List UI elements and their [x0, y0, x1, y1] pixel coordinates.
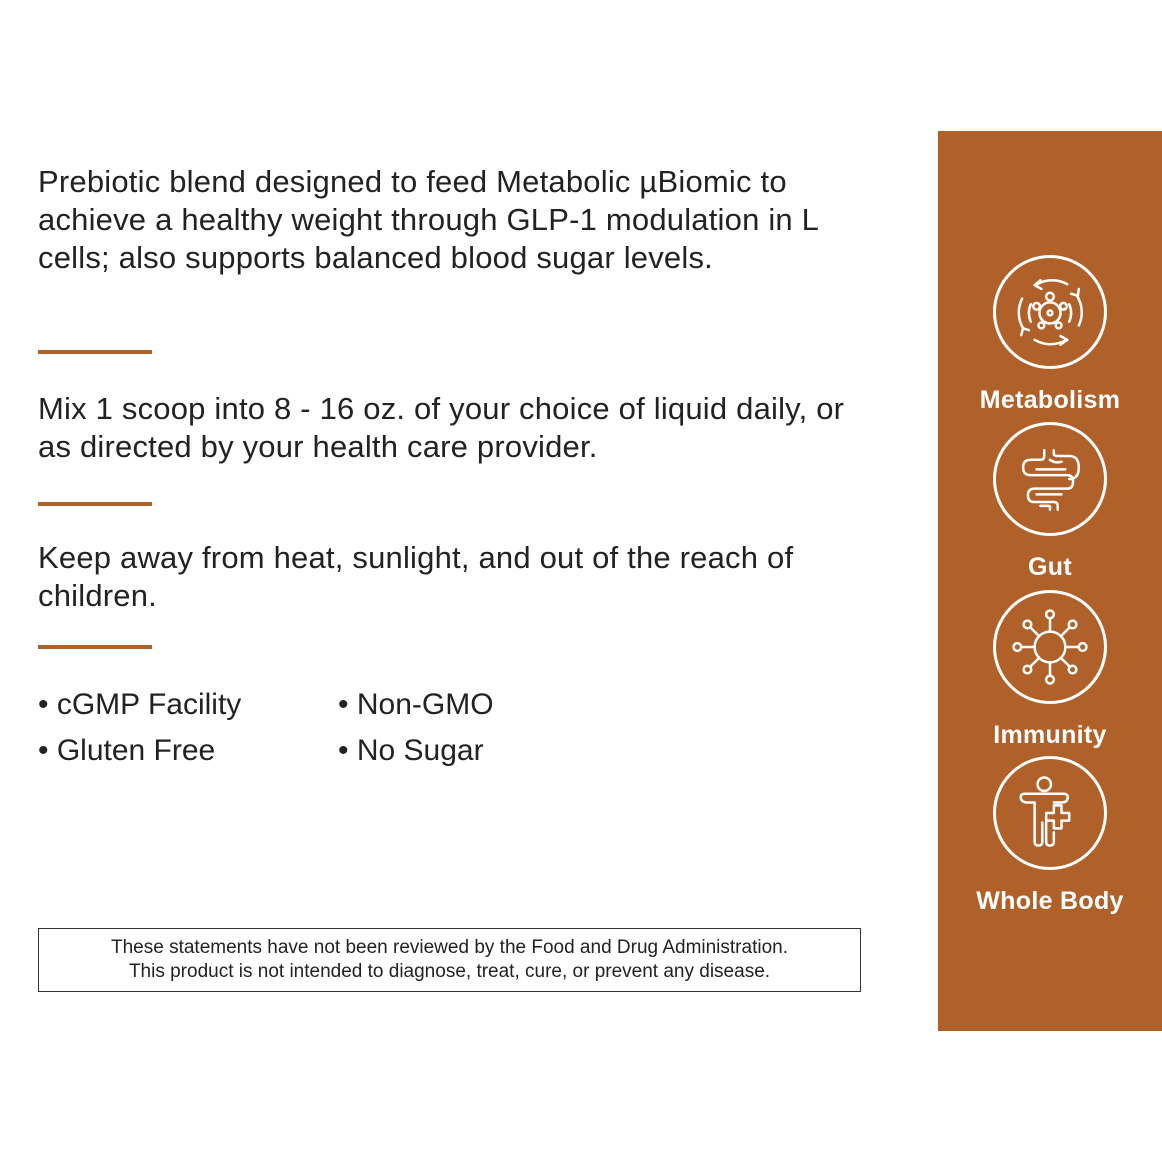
whole-body-icon	[1002, 765, 1098, 861]
benefit-label: Immunity	[993, 721, 1107, 749]
metabolism-icon	[1002, 264, 1098, 360]
feature-item: • cGMP Facility	[38, 688, 242, 721]
benefit-immunity	[938, 590, 1162, 750]
disclaimer-line: This product is not intended to diagnose, treat, cure, or prevent any disease.	[128, 961, 771, 982]
gut-icon	[1002, 431, 1098, 527]
icon-circle	[993, 756, 1107, 870]
icon-circle	[993, 590, 1107, 704]
icon-circle	[993, 422, 1107, 536]
benefit-label: Whole Body	[976, 887, 1124, 915]
storage-text: Keep away from heat, sunlight, and out of the reach of children.	[38, 540, 794, 613]
benefit-label: Gut	[1028, 553, 1072, 581]
divider	[38, 645, 152, 649]
benefits-panel	[938, 131, 1162, 1031]
directions-text: Mix 1 scoop into 8 - 16 oz. of your choice of liquid daily, or as directed by your health care provider.	[38, 391, 845, 464]
product-description: Prebiotic blend designed to feed Metabolic µBiomic to achieve a healthy weight through GLP-1 modulation in L cells; also supports balanced blood sugar levels.	[38, 164, 818, 275]
benefit-metabolism	[938, 255, 1162, 415]
benefit-gut	[938, 422, 1162, 582]
divider	[38, 350, 152, 354]
disclaimer-line: These statements have not been reviewed by the Food and Drug Administration.	[110, 937, 788, 958]
feature-item: • Gluten Free	[38, 734, 216, 767]
feature-list	[38, 686, 598, 770]
divider	[38, 502, 152, 506]
benefit-whole-body	[938, 756, 1162, 916]
feature-item: • Non-GMO	[338, 688, 494, 721]
fda-disclaimer	[38, 928, 861, 992]
benefit-label: Metabolism	[979, 386, 1121, 414]
icon-circle	[993, 255, 1107, 369]
feature-item: • No Sugar	[338, 734, 484, 767]
immunity-icon	[1002, 599, 1098, 695]
